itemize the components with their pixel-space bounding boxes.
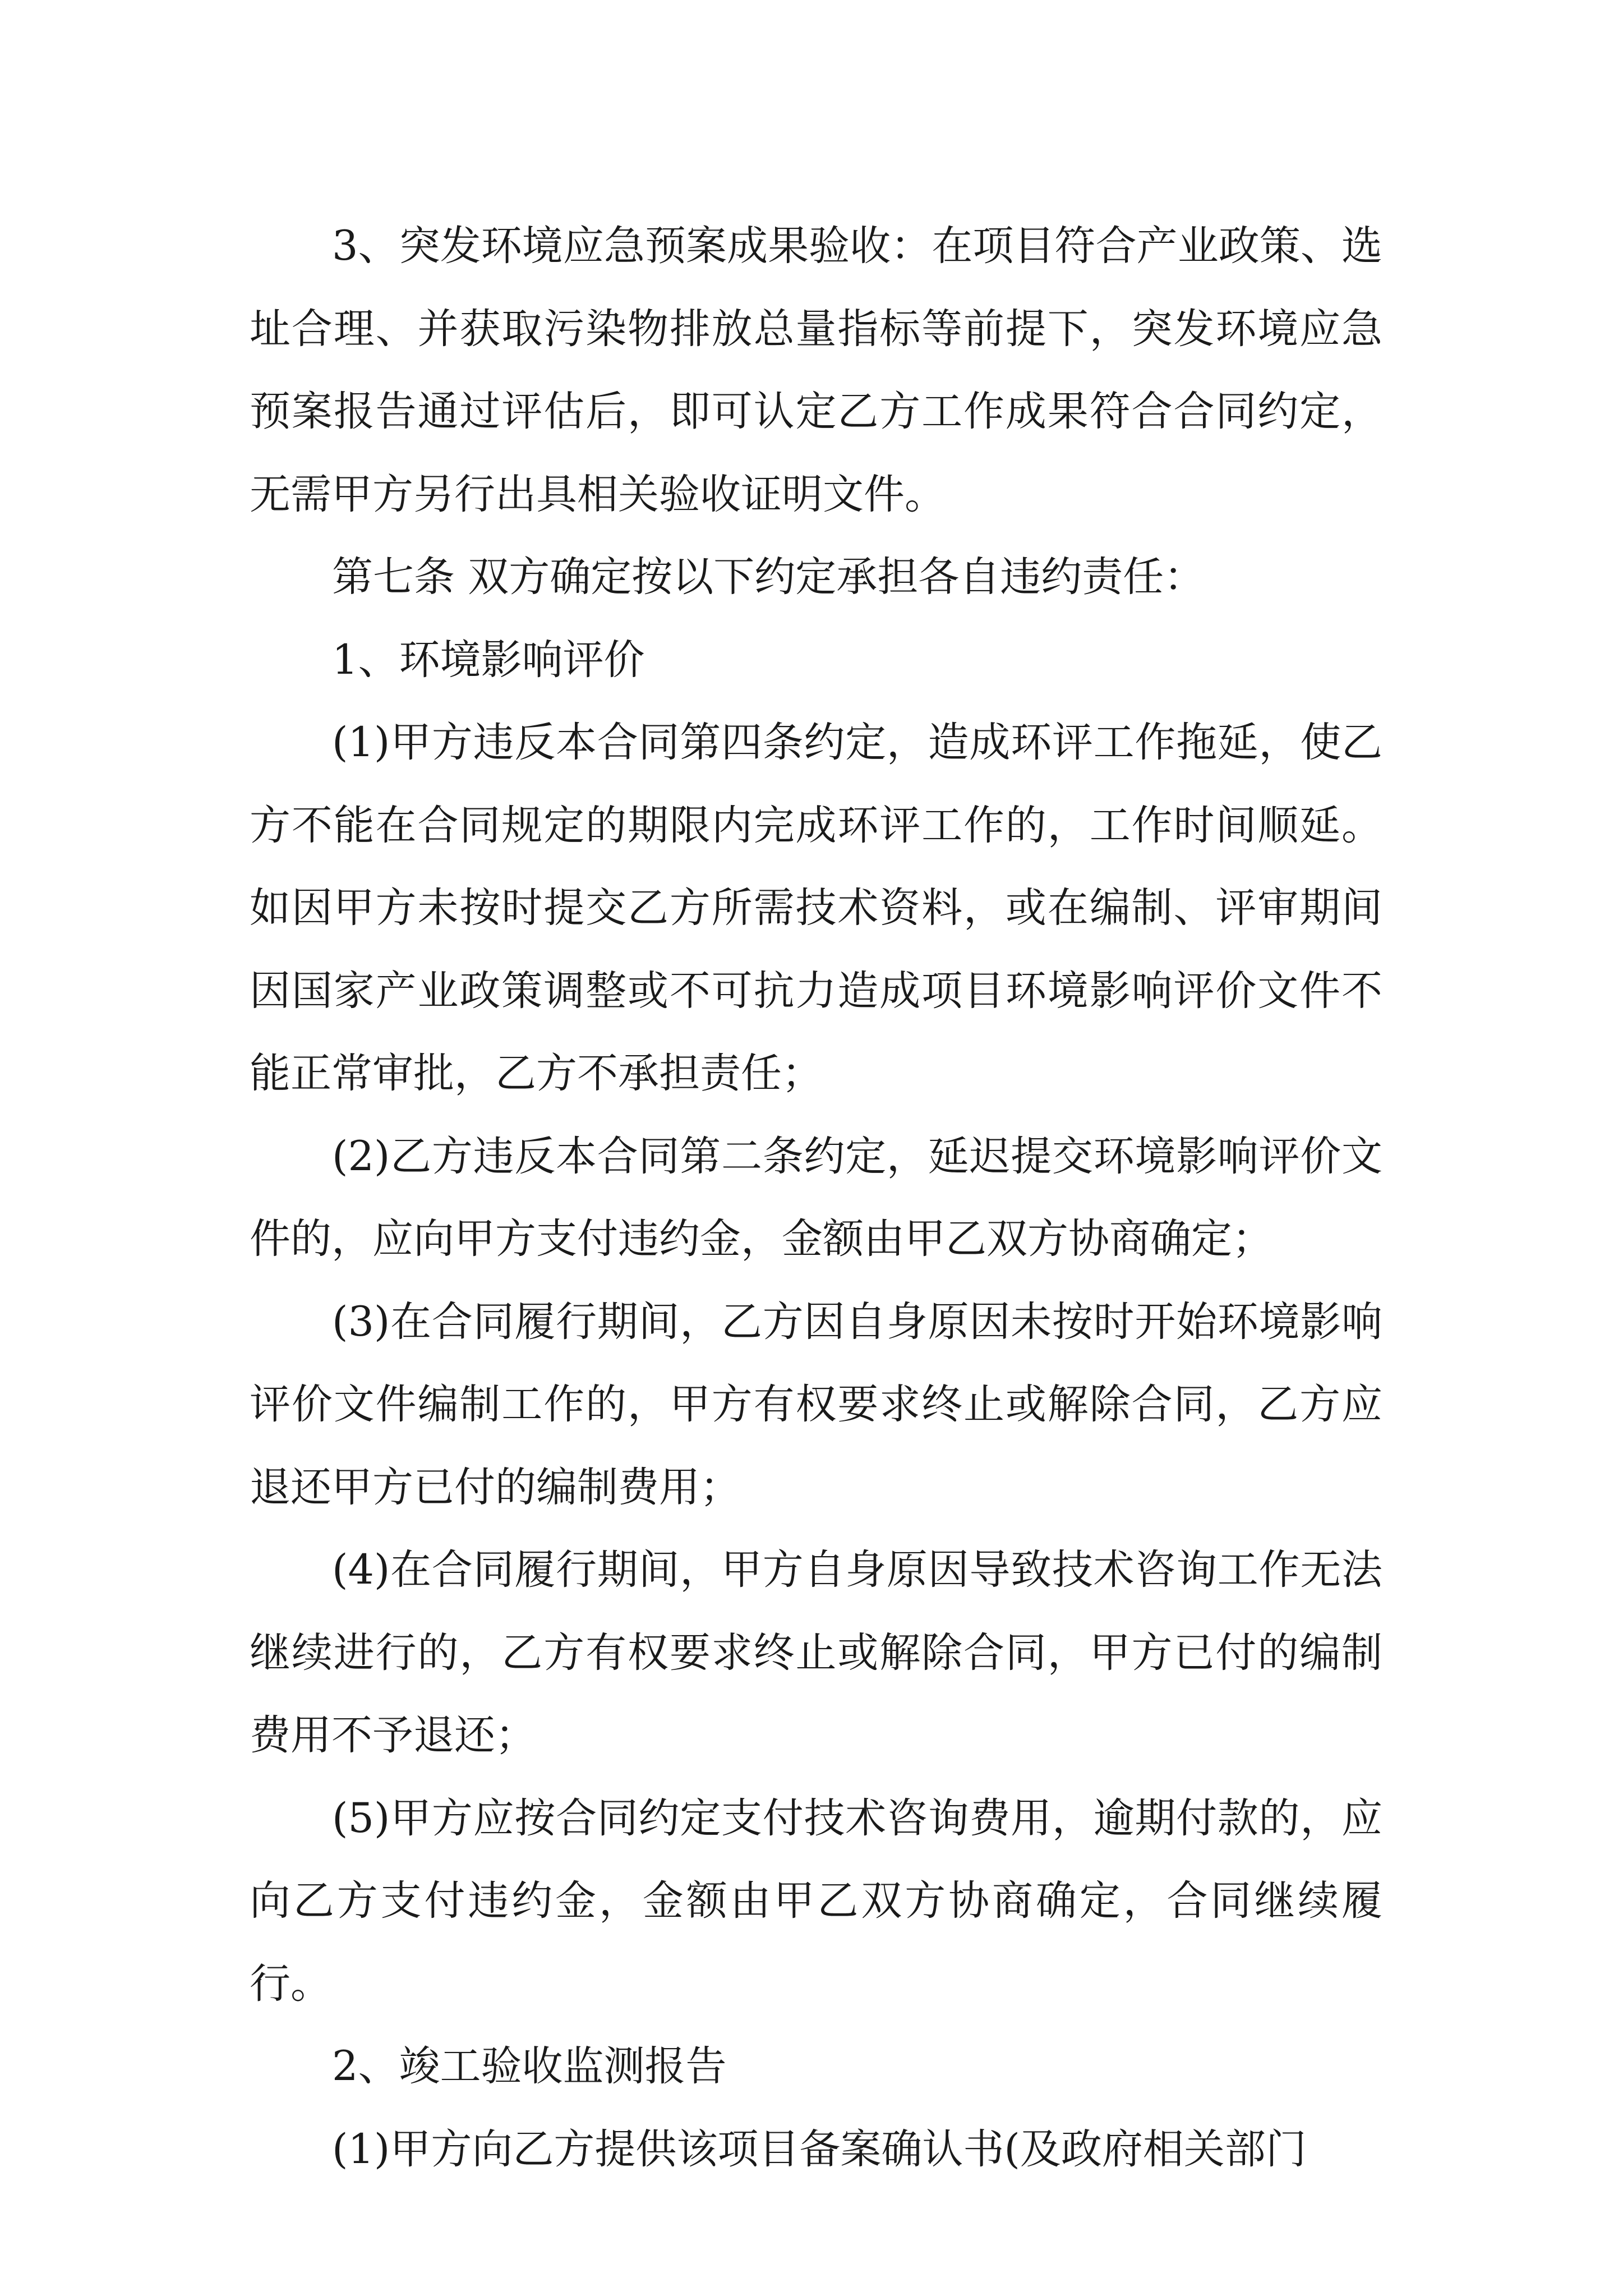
paragraph-article-seven-heading: 第七条 双方确定按以下约定承担各自违约责任： (332, 553, 1205, 601)
paragraph-item-1: (1)甲方违反本合同第四条约定，造成环评工作拖延，使乙方不能在合同规定的期限内完成环评工作的，工作时间顺延。如因甲方未按时提交乙方所需技术资料，或在编制、评审期间因国家产业政策调整或不可抗力造成项目环境影响评价文件不能正常审批，乙方不承担责任； (250, 719, 1382, 1097)
paragraph-item-2: (2)乙方违反本合同第二条约定，延迟提交环境影响评价文件的，应向甲方支付违约金，金额由甲乙双方协商确定； (250, 1132, 1382, 1263)
paragraph-item-5: (5)甲方应按合同约定支付技术咨询费用，逾期付款的，应向乙方支付违约金，金额由甲乙双方协商确定，合同继续履行。 (250, 1794, 1382, 2008)
paragraph-section-eia: 1、环境影响评价 (332, 636, 645, 684)
paragraph-completion-item-1: (1)甲方向乙方提供该项目备案确认书(及政府相关部门 (332, 2125, 1307, 2173)
paragraph-item-3: (3)在合同履行期间，乙方因自身原因未按时开始环境影响评价文件编制工作的，甲方有权要求终止或解除合同，乙方应退还甲方已付的编制费用； (250, 1297, 1382, 1511)
paragraph-acceptance-clause: 3、突发环境应急预案成果验收：在项目符合产业政策、选址合理、并获取污染物排放总量指标等前提下，突发环境应急预案报告通过评估后，即可认定乙方工作成果符合合同约定，无需甲方另行出具相关验收证明文件。 (250, 222, 1382, 518)
paragraph-section-completion-report: 2、竣工验收监测报告 (332, 2042, 727, 2090)
document-body (250, 205, 1382, 2191)
paragraph-item-4: (4)在合同履行期间，甲方自身原因导致技术咨询工作无法继续进行的，乙方有权要求终止或解除合同，甲方已付的编制费用不予退还； (250, 1546, 1382, 1759)
